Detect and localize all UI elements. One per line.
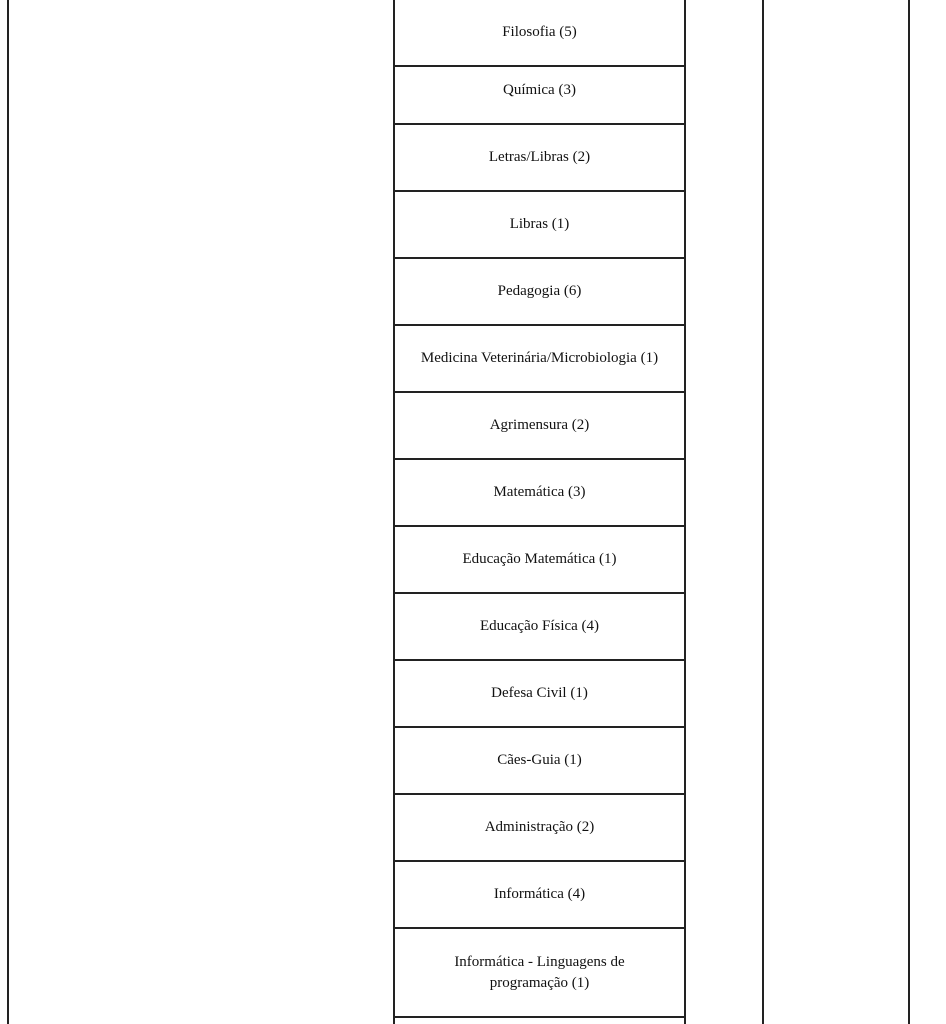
cell-text: Matemática (3) (493, 484, 586, 500)
cell-text: Informática - Linguagens de programação (1) (454, 953, 625, 991)
table-cell (393, 527, 686, 594)
cell-text: Defesa Civil (1) (491, 685, 588, 701)
table-cell (393, 192, 686, 259)
table-cell (393, 728, 686, 795)
cell-text: Pedagogia (6) (497, 283, 582, 299)
cell-text: Administração (2) (484, 819, 595, 835)
cell-text: Educação Matemática (1) (462, 551, 617, 567)
table-cell (393, 795, 686, 862)
table-column-border-left (7, 0, 9, 1024)
cell-text: Libras (1) (509, 216, 570, 232)
table-cell (393, 929, 686, 1018)
cell-text: Química (3) (503, 82, 576, 98)
cell-text: Filosofia (5) (502, 24, 577, 40)
table-cell (393, 58, 686, 125)
table-cell (393, 460, 686, 527)
table-column-border-right (908, 0, 910, 1024)
cell-text: Letras/Libras (2) (488, 149, 591, 165)
table-cell (393, 594, 686, 661)
cell-text: Informática (4) (493, 886, 586, 902)
table-column-border (762, 0, 764, 1024)
cell-text: Agrimensura (2) (489, 417, 590, 433)
table-cell (393, 661, 686, 728)
table-cell (393, 125, 686, 192)
table-cell (393, 259, 686, 326)
table-cell (393, 0, 686, 67)
cell-text: Educação Física (4) (479, 618, 600, 634)
table-cell (393, 862, 686, 929)
table-cell (393, 393, 686, 460)
cell-text: Cães-Guia (1) (497, 752, 582, 768)
cell-text: Medicina Veterinária/Microbiologia (1) (420, 350, 659, 366)
table-cell (393, 326, 686, 393)
